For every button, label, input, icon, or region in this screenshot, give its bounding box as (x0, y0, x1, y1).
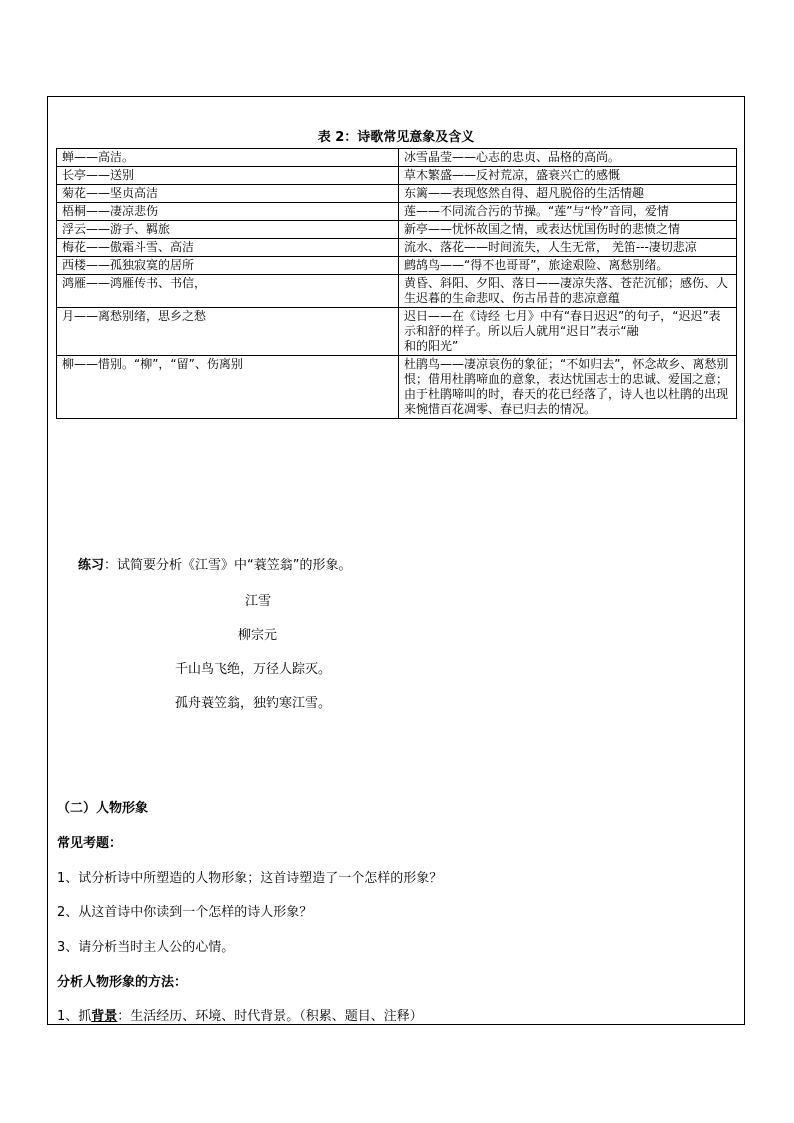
imagery-cell-right: 黄昏、斜阳、夕阳、落日——凄凉失落、苍茫沉郁；感伤、人生迟暮的生命悲叹、伤古吊昔的悲凉意蕴 (399, 275, 737, 308)
exercise-line (78, 558, 352, 574)
imagery-cell-right: 杜鹃鸟——凄凉哀伤的象征；“不如归去”，怀念故乡、离愁别恨；借用杜鹃啼血的意象，表达忧国志士的忠诚、爱国之意；由于杜鹃啼叫的时，春天的花已经落了，诗人也以杜鹃的出现来惋惜百花凋零、春已归去的情况。 (399, 356, 737, 419)
imagery-cell-left: 蝉——高洁。 (57, 149, 399, 167)
imagery-row (57, 356, 737, 419)
questions-heading: 常见考题： (57, 836, 123, 851)
imagery-row (57, 203, 737, 221)
method-key: 背景 (91, 1009, 118, 1024)
imagery-row (57, 257, 737, 275)
imagery-cell-right: 冰雪晶莹——心志的忠贞、品格的高尚。 (399, 149, 737, 167)
imagery-table (56, 148, 737, 419)
imagery-cell-left: 鸿雁——鸿雁传书、书信， (57, 275, 399, 308)
imagery-cell-right: 东篱——表现悠然自得、超凡脱俗的生活情趣 (399, 185, 737, 203)
imagery-row (57, 308, 737, 356)
imagery-cell-right: 新亭——忧怀故国之情，或表达忧国伤时的悲愤之情 (399, 221, 737, 239)
exercise-text: ：试简要分析《江雪》中“蓑笠翁”的形象。 (104, 558, 352, 573)
imagery-row (57, 185, 737, 203)
imagery-cell-right: 鹧鸪鸟——“得不也哥哥”，旅途艰险、离愁别绪。 (399, 257, 737, 275)
question-item: 1、试分析诗中所塑造的人物形象；这首诗塑造了一个怎样的形象？ (57, 871, 443, 886)
poem-title: 江雪 (245, 594, 272, 609)
imagery-cell-left: 长亭——送别 (57, 167, 399, 185)
imagery-row (57, 239, 737, 257)
method-item (57, 1009, 423, 1025)
method-prefix: 1、抓 (57, 1009, 92, 1024)
imagery-cell-line: 迟日——在《诗经 七月》中有“春日迟迟”的句子，“迟迟”表示和舒的样子。所以后人就用“迟日”表示“融 (404, 309, 721, 338)
imagery-table-body (57, 149, 737, 419)
table-title: 表 2：诗歌常见意象及含义 (317, 130, 475, 145)
imagery-cell-left: 梅花——傲霜斗雪、高洁 (57, 239, 399, 257)
poem-line: 千山鸟飞绝，万径人踪灭。 (175, 662, 332, 677)
question-item: 2、从这首诗中你读到一个怎样的诗人形象？ (57, 905, 313, 920)
imagery-row (57, 275, 737, 308)
imagery-cell-line: 和的阳光” (404, 339, 459, 353)
imagery-cell-right (399, 308, 737, 356)
imagery-cell-left: 梧桐——凄凉悲伤 (57, 203, 399, 221)
methods-heading: 分析人物形象的方法： (57, 975, 188, 990)
imagery-cell-left: 西楼——孤独寂寞的居所 (57, 257, 399, 275)
imagery-row (57, 221, 737, 239)
imagery-cell-left: 柳——惜别。“柳”，“留”、伤离别 (57, 356, 399, 419)
imagery-cell-right: 流水、落花——时间流失，人生无常， 羌笛---凄切悲凉 (399, 239, 737, 257)
question-item: 3、请分析当时主人公的心情。 (57, 940, 235, 955)
imagery-cell-left: 浮云——游子、羁旅 (57, 221, 399, 239)
imagery-row (57, 167, 737, 185)
imagery-cell-left: 菊花——坚贞高洁 (57, 185, 399, 203)
method-rest: ：生活经历、环境、时代背景。（积累、题目、注释） (117, 1009, 423, 1024)
exercise-label: 练习 (78, 558, 105, 573)
section-heading: （二）人物形象 (57, 801, 149, 816)
poem-author: 柳宗元 (238, 628, 278, 643)
imagery-row (57, 149, 737, 167)
poem-line: 孤舟蓑笠翁，独钓寒江雪。 (175, 696, 332, 711)
imagery-cell-left: 月——离愁别绪，思乡之愁 (57, 308, 399, 356)
imagery-cell-right: 莲——不同流合污的节操。“莲”与“怜”音同，爱情 (399, 203, 737, 221)
imagery-cell-right: 草木繁盛——反衬荒凉，盛衰兴亡的感慨 (399, 167, 737, 185)
